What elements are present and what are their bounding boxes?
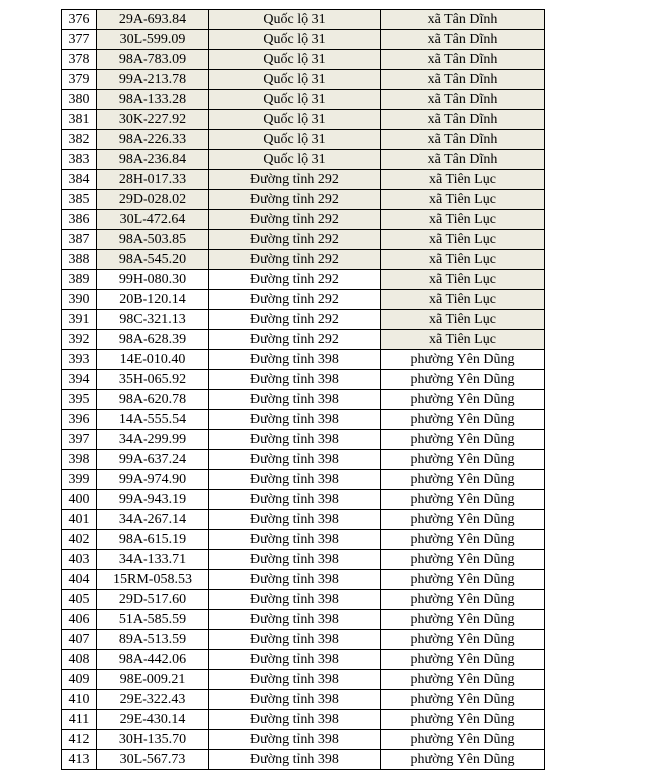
row-index-cell: 405: [62, 590, 97, 610]
table-row: [62, 390, 545, 410]
row-index-cell: 406: [62, 610, 97, 630]
row-index-cell: 388: [62, 250, 97, 270]
row-index-cell: 391: [62, 310, 97, 330]
row-index-cell: 389: [62, 270, 97, 290]
table-row: [62, 510, 545, 530]
table-row: [62, 50, 545, 70]
row-index-cell: 411: [62, 710, 97, 730]
row-index-cell: 378: [62, 50, 97, 70]
row-index-cell: 393: [62, 350, 97, 370]
road-name-cell: Đường tỉnh 398: [209, 530, 381, 550]
location-cell: phường Yên Dũng: [381, 590, 545, 610]
row-index-cell: 402: [62, 530, 97, 550]
location-cell: xã Tiên Lục: [381, 310, 545, 330]
row-index-cell: 381: [62, 110, 97, 130]
location-cell: xã Tân Dĩnh: [381, 70, 545, 90]
table-row: [62, 690, 545, 710]
table-row: [62, 610, 545, 630]
road-name-cell: Đường tỉnh 398: [209, 550, 381, 570]
table-row: [62, 30, 545, 50]
row-index-cell: 412: [62, 730, 97, 750]
table-row: [62, 250, 545, 270]
table-row: [62, 350, 545, 370]
location-cell: xã Tân Dĩnh: [381, 90, 545, 110]
table-row: [62, 490, 545, 510]
license-plate-cell: 29E-430.14: [97, 710, 209, 730]
row-index-cell: 394: [62, 370, 97, 390]
road-name-cell: Đường tỉnh 292: [209, 270, 381, 290]
road-name-cell: Đường tỉnh 398: [209, 410, 381, 430]
license-plate-cell: 30L-567.73: [97, 750, 209, 770]
road-name-cell: Quốc lộ 31: [209, 150, 381, 170]
row-index-cell: 384: [62, 170, 97, 190]
license-plate-cell: 99H-080.30: [97, 270, 209, 290]
row-index-cell: 410: [62, 690, 97, 710]
road-name-cell: Đường tỉnh 292: [209, 290, 381, 310]
row-index-cell: 377: [62, 30, 97, 50]
table-row: [62, 410, 545, 430]
table-row: [62, 650, 545, 670]
row-index-cell: 407: [62, 630, 97, 650]
license-plate-cell: 34A-133.71: [97, 550, 209, 570]
license-plate-cell: 30L-599.09: [97, 30, 209, 50]
license-plate-cell: 98A-133.28: [97, 90, 209, 110]
table-row: [62, 170, 545, 190]
road-name-cell: Đường tỉnh 292: [209, 330, 381, 350]
location-cell: xã Tiên Lục: [381, 230, 545, 250]
location-cell: xã Tân Dĩnh: [381, 10, 545, 30]
row-index-cell: 413: [62, 750, 97, 770]
location-cell: phường Yên Dũng: [381, 510, 545, 530]
table-row: [62, 630, 545, 650]
license-plate-cell: 99A-213.78: [97, 70, 209, 90]
location-cell: phường Yên Dũng: [381, 450, 545, 470]
license-plate-cell: 14A-555.54: [97, 410, 209, 430]
table-row: [62, 750, 545, 770]
license-plate-cell: 98A-628.39: [97, 330, 209, 350]
license-plate-cell: 30L-472.64: [97, 210, 209, 230]
location-cell: phường Yên Dũng: [381, 670, 545, 690]
row-index-cell: 392: [62, 330, 97, 350]
location-cell: phường Yên Dũng: [381, 650, 545, 670]
location-cell: phường Yên Dũng: [381, 430, 545, 450]
license-plate-cell: 98E-009.21: [97, 670, 209, 690]
road-name-cell: Đường tỉnh 398: [209, 690, 381, 710]
road-name-cell: Đường tỉnh 292: [209, 250, 381, 270]
license-plate-cell: 14E-010.40: [97, 350, 209, 370]
table-row: [62, 670, 545, 690]
road-name-cell: Đường tỉnh 292: [209, 190, 381, 210]
row-index-cell: 409: [62, 670, 97, 690]
row-index-cell: 398: [62, 450, 97, 470]
license-plate-cell: 29E-322.43: [97, 690, 209, 710]
table-row: [62, 190, 545, 210]
license-plate-cell: 20B-120.14: [97, 290, 209, 310]
table-row: [62, 230, 545, 250]
road-name-cell: Đường tỉnh 398: [209, 470, 381, 490]
location-cell: phường Yên Dũng: [381, 550, 545, 570]
road-name-cell: Đường tỉnh 398: [209, 430, 381, 450]
location-cell: xã Tân Dĩnh: [381, 110, 545, 130]
road-name-cell: Đường tỉnh 398: [209, 570, 381, 590]
location-cell: phường Yên Dũng: [381, 610, 545, 630]
location-cell: phường Yên Dũng: [381, 370, 545, 390]
license-plate-cell: 98A-620.78: [97, 390, 209, 410]
table-row: [62, 730, 545, 750]
row-index-cell: 404: [62, 570, 97, 590]
license-plate-cell: 35H-065.92: [97, 370, 209, 390]
road-name-cell: Đường tỉnh 398: [209, 730, 381, 750]
location-cell: phường Yên Dũng: [381, 710, 545, 730]
road-name-cell: Đường tỉnh 398: [209, 710, 381, 730]
row-index-cell: 397: [62, 430, 97, 450]
row-index-cell: 403: [62, 550, 97, 570]
road-name-cell: Quốc lộ 31: [209, 30, 381, 50]
row-index-cell: 376: [62, 10, 97, 30]
table-row: [62, 310, 545, 330]
location-cell: phường Yên Dũng: [381, 350, 545, 370]
license-plate-cell: 51A-585.59: [97, 610, 209, 630]
location-cell: phường Yên Dũng: [381, 690, 545, 710]
license-plate-cell: 29D-517.60: [97, 590, 209, 610]
license-plate-cell: 29D-028.02: [97, 190, 209, 210]
license-plate-cell: 15RM-058.53: [97, 570, 209, 590]
road-name-cell: Đường tỉnh 398: [209, 490, 381, 510]
table-row: [62, 430, 545, 450]
row-index-cell: 386: [62, 210, 97, 230]
road-name-cell: Đường tỉnh 292: [209, 310, 381, 330]
row-index-cell: 383: [62, 150, 97, 170]
road-name-cell: Quốc lộ 31: [209, 70, 381, 90]
location-cell: phường Yên Dũng: [381, 410, 545, 430]
license-plate-cell: 98A-503.85: [97, 230, 209, 250]
row-index-cell: 395: [62, 390, 97, 410]
location-cell: phường Yên Dũng: [381, 530, 545, 550]
table-row: [62, 370, 545, 390]
location-cell: phường Yên Dũng: [381, 570, 545, 590]
table-row: [62, 710, 545, 730]
location-cell: xã Tiên Lục: [381, 330, 545, 350]
license-plate-cell: 34A-267.14: [97, 510, 209, 530]
row-index-cell: 400: [62, 490, 97, 510]
location-cell: xã Tiên Lục: [381, 270, 545, 290]
road-name-cell: Đường tỉnh 398: [209, 370, 381, 390]
table-row: [62, 10, 545, 30]
table-row: [62, 330, 545, 350]
road-name-cell: Đường tỉnh 398: [209, 590, 381, 610]
table-row: [62, 290, 545, 310]
road-name-cell: Đường tỉnh 398: [209, 610, 381, 630]
license-plate-cell: 29A-693.84: [97, 10, 209, 30]
violation-table: [61, 9, 545, 770]
violation-table-container: [61, 9, 545, 770]
license-plate-cell: 30H-135.70: [97, 730, 209, 750]
road-name-cell: Đường tỉnh 292: [209, 230, 381, 250]
road-name-cell: Đường tỉnh 398: [209, 630, 381, 650]
row-index-cell: 379: [62, 70, 97, 90]
location-cell: phường Yên Dũng: [381, 470, 545, 490]
road-name-cell: Đường tỉnh 398: [209, 510, 381, 530]
table-row: [62, 150, 545, 170]
location-cell: xã Tiên Lục: [381, 170, 545, 190]
location-cell: xã Tân Dĩnh: [381, 50, 545, 70]
location-cell: phường Yên Dũng: [381, 490, 545, 510]
road-name-cell: Đường tỉnh 398: [209, 390, 381, 410]
table-row: [62, 450, 545, 470]
table-row: [62, 130, 545, 150]
location-cell: phường Yên Dũng: [381, 630, 545, 650]
license-plate-cell: 98A-236.84: [97, 150, 209, 170]
road-name-cell: Đường tỉnh 398: [209, 650, 381, 670]
violation-table-body: [62, 10, 545, 770]
road-name-cell: Đường tỉnh 292: [209, 210, 381, 230]
location-cell: xã Tiên Lục: [381, 190, 545, 210]
table-row: [62, 270, 545, 290]
table-row: [62, 570, 545, 590]
location-cell: xã Tân Dĩnh: [381, 130, 545, 150]
location-cell: xã Tân Dĩnh: [381, 150, 545, 170]
table-row: [62, 110, 545, 130]
table-row: [62, 550, 545, 570]
road-name-cell: Quốc lộ 31: [209, 50, 381, 70]
license-plate-cell: 98A-615.19: [97, 530, 209, 550]
road-name-cell: Đường tỉnh 292: [209, 170, 381, 190]
table-row: [62, 470, 545, 490]
location-cell: xã Tiên Lục: [381, 210, 545, 230]
table-row: [62, 70, 545, 90]
row-index-cell: 401: [62, 510, 97, 530]
row-index-cell: 380: [62, 90, 97, 110]
location-cell: xã Tiên Lục: [381, 290, 545, 310]
road-name-cell: Đường tỉnh 398: [209, 450, 381, 470]
license-plate-cell: 99A-974.90: [97, 470, 209, 490]
road-name-cell: Quốc lộ 31: [209, 110, 381, 130]
row-index-cell: 385: [62, 190, 97, 210]
row-index-cell: 408: [62, 650, 97, 670]
location-cell: xã Tiên Lục: [381, 250, 545, 270]
road-name-cell: Đường tỉnh 398: [209, 750, 381, 770]
location-cell: xã Tân Dĩnh: [381, 30, 545, 50]
road-name-cell: Quốc lộ 31: [209, 10, 381, 30]
row-index-cell: 399: [62, 470, 97, 490]
table-row: [62, 530, 545, 550]
road-name-cell: Quốc lộ 31: [209, 90, 381, 110]
location-cell: phường Yên Dũng: [381, 750, 545, 770]
license-plate-cell: 99A-943.19: [97, 490, 209, 510]
row-index-cell: 382: [62, 130, 97, 150]
license-plate-cell: 28H-017.33: [97, 170, 209, 190]
license-plate-cell: 98A-783.09: [97, 50, 209, 70]
row-index-cell: 396: [62, 410, 97, 430]
license-plate-cell: 98A-442.06: [97, 650, 209, 670]
license-plate-cell: 98A-545.20: [97, 250, 209, 270]
location-cell: phường Yên Dũng: [381, 730, 545, 750]
road-name-cell: Đường tỉnh 398: [209, 350, 381, 370]
location-cell: phường Yên Dũng: [381, 390, 545, 410]
license-plate-cell: 99A-637.24: [97, 450, 209, 470]
road-name-cell: Quốc lộ 31: [209, 130, 381, 150]
row-index-cell: 390: [62, 290, 97, 310]
table-row: [62, 90, 545, 110]
license-plate-cell: 89A-513.59: [97, 630, 209, 650]
license-plate-cell: 34A-299.99: [97, 430, 209, 450]
license-plate-cell: 98A-226.33: [97, 130, 209, 150]
row-index-cell: 387: [62, 230, 97, 250]
license-plate-cell: 30K-227.92: [97, 110, 209, 130]
table-row: [62, 210, 545, 230]
road-name-cell: Đường tỉnh 398: [209, 670, 381, 690]
license-plate-cell: 98C-321.13: [97, 310, 209, 330]
table-row: [62, 590, 545, 610]
